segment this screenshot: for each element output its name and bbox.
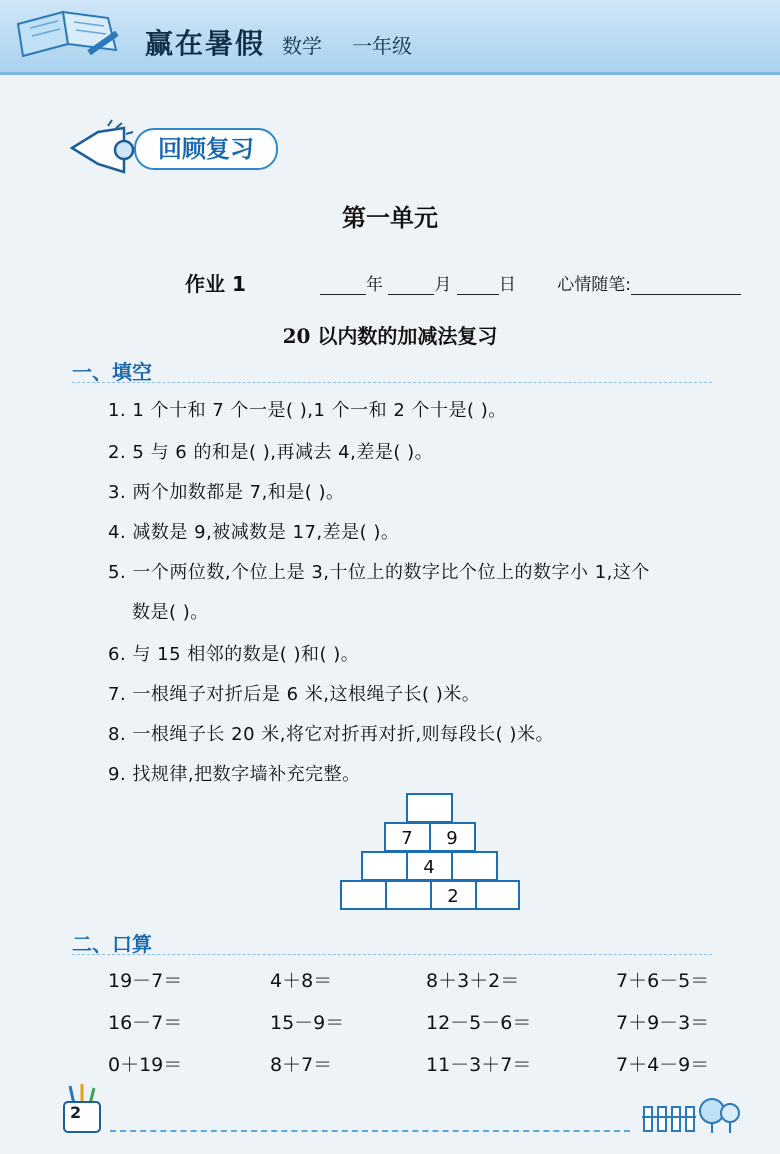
lesson-title: 20 以内数的加减法复习	[282, 324, 498, 348]
brand-title: 赢在暑假	[145, 27, 266, 60]
wall-brick[interactable]	[341, 881, 386, 909]
section-mental-math-title: 二、口算	[72, 932, 152, 956]
pencil-cup-icon	[60, 1082, 104, 1134]
month-blank[interactable]	[388, 276, 434, 295]
mental-math-row	[108, 1050, 728, 1092]
mental-math-row	[108, 1008, 728, 1050]
math-problem: 8＋3＋2＝	[426, 970, 520, 992]
wall-value: 2	[447, 886, 459, 907]
wall-value: 7	[401, 828, 413, 849]
math-problem: 0＋19＝	[108, 1054, 183, 1076]
wall-brick[interactable]	[407, 794, 452, 822]
question-1: 1. 1 个十和 7 个一是( ),1 个一和 2 个十是( )。	[108, 400, 507, 421]
math-problem: 11－3＋7＝	[426, 1054, 532, 1076]
wall-brick[interactable]	[386, 881, 431, 909]
wall-value: 9	[446, 828, 458, 849]
wall-value: 4	[423, 857, 435, 878]
day-blank[interactable]	[457, 276, 499, 295]
mental-math-grid	[108, 966, 728, 1092]
section-fill-blanks-title: 一、填空	[72, 360, 152, 384]
wall-brick[interactable]	[476, 881, 519, 909]
math-problem: 19－7＝	[108, 970, 183, 992]
section-divider	[72, 382, 712, 383]
math-problem: 16－7＝	[108, 1012, 183, 1034]
math-problem: 7＋9－3＝	[616, 1012, 710, 1034]
page-number: 2	[70, 1103, 82, 1122]
math-problem: 7＋6－5＝	[616, 970, 710, 992]
mood-blank[interactable]	[631, 276, 741, 295]
question-5-cont: 数是( )。	[132, 602, 209, 623]
math-problem: 12－5－6＝	[426, 1012, 532, 1034]
math-problem: 15－9＝	[270, 1012, 345, 1034]
question-5: 5. 一个两位数,个位上是 3,十位上的数字比个位上的数字小 1,这个	[108, 562, 650, 583]
subject-label: 数学	[282, 34, 322, 58]
year-blank[interactable]	[320, 276, 366, 295]
section-divider	[72, 954, 712, 955]
unit-title: 第一单元	[342, 203, 438, 232]
question-6: 6. 与 15 相邻的数是( )和( )。	[108, 644, 360, 665]
math-problem: 8＋7＝	[270, 1054, 333, 1076]
fence-tree-icon	[640, 1095, 740, 1135]
question-8: 8. 一根绳子长 20 米,将它对折再对折,则每段长( )米。	[108, 724, 554, 745]
question-4: 4. 减数是 9,被减数是 17,差是( )。	[108, 522, 400, 543]
homework-title: 作业 1	[185, 272, 246, 296]
grade-label: 一年级	[352, 34, 412, 58]
year-label: 年	[366, 275, 383, 295]
day-label: 日	[498, 275, 516, 295]
month-label: 月	[434, 275, 452, 295]
question-3: 3. 两个加数都是 7,和是( )。	[108, 482, 345, 503]
number-wall	[340, 793, 520, 911]
mood-label: 心情随笔:	[557, 275, 631, 295]
question-7: 7. 一根绳子对折后是 6 米,这根绳子长( )米。	[108, 684, 481, 705]
mental-math-row	[108, 966, 728, 1008]
footer-dashed-line	[110, 1130, 630, 1132]
question-2: 2. 5 与 6 的和是( ),再减去 4,差是( )。	[108, 442, 434, 463]
review-section-badge: 回顾复习	[134, 128, 278, 170]
wall-brick[interactable]	[362, 852, 407, 880]
wall-brick[interactable]	[452, 852, 497, 880]
math-problem: 4＋8＝	[270, 970, 333, 992]
date-mood-fields	[320, 270, 741, 295]
math-problem: 7＋4－9＝	[616, 1054, 710, 1076]
open-book-icon	[8, 4, 128, 64]
header-divider	[0, 72, 780, 75]
question-9: 9. 找规律,把数字墙补充完整。	[108, 764, 361, 785]
